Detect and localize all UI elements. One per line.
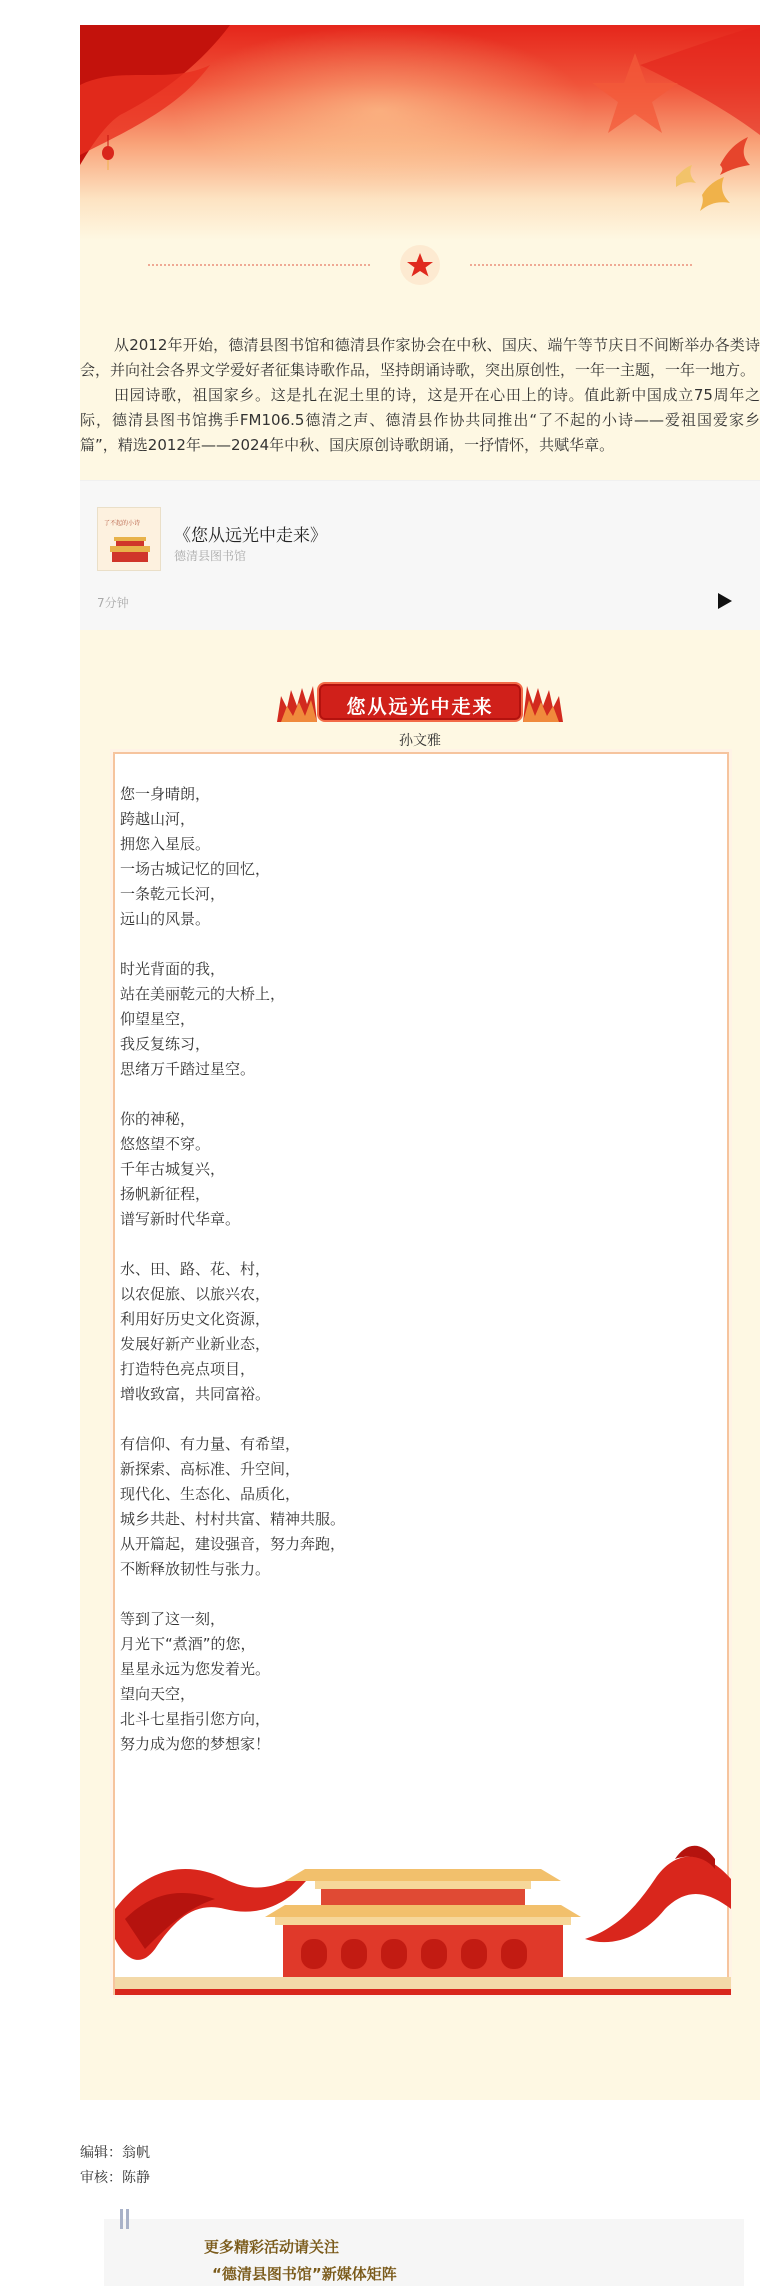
poem-box [113,752,729,1995]
tiananmen-illustration [115,1839,731,1995]
poem-line: 不断释放韧性与张力。 [120,1560,271,1578]
poem-body [120,782,710,1757]
poem-line: 你的神秘， [120,1110,196,1128]
intro-paragraph-2: 田园诗歌，祖国家乡。这是扎在泥土里的诗，这是开在心田上的诗。值此新中国成立75周年之际，德清县图书馆携手FM106.5德清之声、德清县作协共同推出“了不起的小诗——爱祖国爱家乡篇”，精选2012年——2024年中秋、国庆原创诗歌朗诵，一抒情怀，共赋华章。 [80,386,760,454]
poem-title: 您从远光中走来 [346,696,494,718]
audio-title: 《您从远光中走来》 [174,526,327,546]
poem-line: 水、田、路、花、村， [120,1260,271,1278]
poem-line: 一条乾元长河， [120,885,226,903]
quote-bar-icon [120,2209,130,2229]
poem-line: 一场古城记忆的回忆， [120,860,271,878]
audio-cover-image [97,507,161,571]
poem-line [120,1582,710,1607]
poem-line: 跨越山河， [120,810,196,828]
follow-card [104,2219,744,2286]
poem-line: 从开篇起，建设强音，努力奔跑， [120,1535,346,1553]
poem-line: 利用好历史文化资源， [120,1310,271,1328]
intro-paragraph-1: 从2012年开始，德清县图书馆和德清县作家协会在中秋、国庆、端午等节庆日不间断举办各类诗会，并向社会各界文学爱好者征集诗歌作品，坚持朗诵诗歌，突出原创性，一年一主题，一年一地方。 [80,336,760,379]
poem-line: 远山的风景。 [120,910,211,928]
poem-line: 拥您入星辰。 [120,835,211,853]
audio-duration: 7分钟 [97,596,129,610]
poem-line: 打造特色亮点项目， [120,1360,256,1378]
divider-star [80,235,760,295]
poem-line [120,932,710,957]
poem-line: 等到了这一刻， [120,1610,226,1628]
audio-source: 德清县图书馆 [174,549,247,563]
poem-line: 月光下“煮酒”的您， [120,1635,256,1653]
poem-line: 我反复练习， [120,1035,211,1053]
follow-line-2: “德清县图书馆”新媒体矩阵 [212,2265,397,2283]
poem-line [120,1232,710,1257]
poem-line: 现代化、生态化、品质化， [120,1485,301,1503]
poem-line: 北斗七星指引您方向， [120,1710,271,1728]
poem-line: 仰望星空， [120,1010,196,1028]
poem-line: 新探索、高标准、升空间， [120,1460,301,1478]
poem-line: 思绪万千踏过星空。 [120,1060,256,1078]
poem-line: 有信仰、有力量、有希望， [120,1435,301,1453]
intro-section [80,325,760,480]
play-icon[interactable] [714,591,734,611]
poem-line: 千年古城复兴， [120,1160,226,1178]
poem-line [120,1082,710,1107]
header-banner [80,25,760,325]
credits [80,2141,150,2191]
poem-line: 时光背面的我， [120,960,226,978]
poem-line [120,1407,710,1432]
poem-line: 城乡共赴、村村共富、精神共服。 [120,1510,346,1528]
gate-thumbnail-icon [98,508,161,571]
poem-line: 以农促旅、以旅兴农， [120,1285,271,1303]
audio-cover-text: 了不起的小诗 [104,520,141,527]
poem-section [80,630,760,2100]
poem-line: 悠悠望不穿。 [120,1135,211,1153]
poem-line: 发展好新产业新业态， [120,1335,271,1353]
poem-line: 谱写新时代华章。 [120,1210,241,1228]
poem-line: 增收致富，共同富裕。 [120,1385,271,1403]
poem-line: 站在美丽乾元的大桥上， [120,985,286,1003]
editor-credit: 编辑：翁帆 [80,2145,150,2161]
poem-title-ribbon [277,682,563,724]
reviewer-credit: 审核：陈静 [80,2170,150,2186]
poem-line: 努力成为您的梦想家！ [120,1735,271,1753]
poem-author: 孙文雅 [399,733,441,749]
audio-player-card[interactable] [80,480,760,630]
follow-line-1: 更多精彩活动请关注 [204,2238,340,2256]
poem-line: 望向天空， [120,1685,196,1703]
poem-line: 您一身晴朗， [120,785,211,803]
poem-line: 星星永远为您发着光。 [120,1660,271,1678]
poem-line: 扬帆新征程， [120,1185,211,1203]
